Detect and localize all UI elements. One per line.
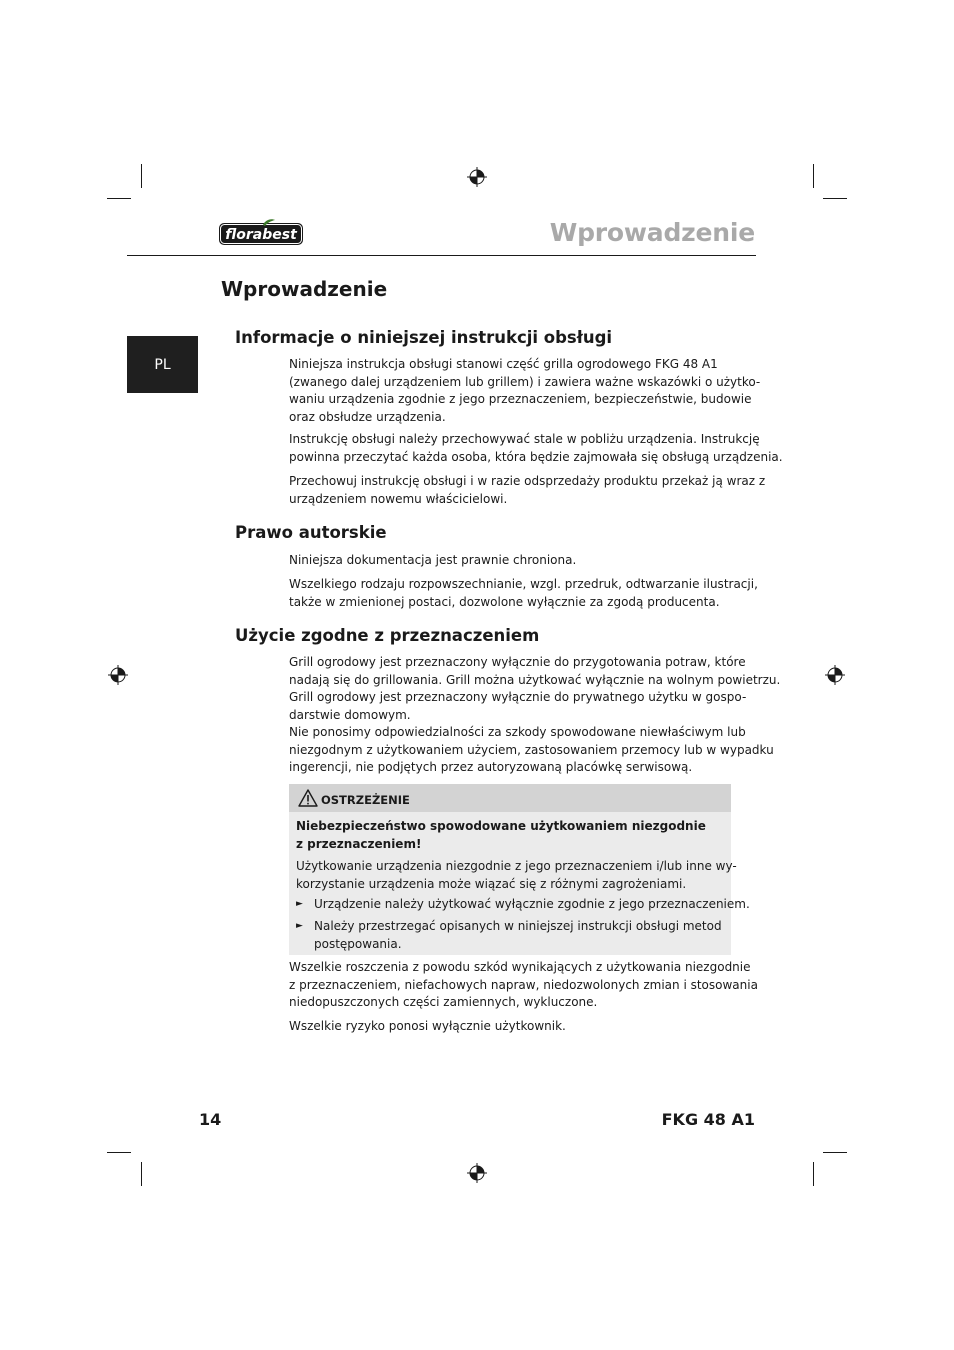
paragraph: Wszelkiego rodzaju rozpowszechnianie, wzgl. przedruk, odtwarzanie ilustracji, także w zmienionej postaci, dozwolone wyłącznie za zgodą producenta. [289, 577, 758, 609]
section-heading-copyright: Prawo autorskie [235, 523, 387, 542]
paragraph: Wszelkie ryzyko ponosi wyłącznie użytkownik. [289, 1019, 566, 1033]
paragraph: Grill ogrodowy jest przeznaczony wyłącznie do przygotowania potraw, które nadają się do grillowania. Grill można użytkować wyłącznie na wolnym powietrzu. Grill ogrodowy jest przeznaczony wyłącznie do prywatnego użytku w gospo- darstwie domowym. Nie ponosimy odpowiedzialności za szkody spowodowane niewłaściwym lub niezgodnym z użytkowaniem użyciem, zastosowaniem przemocy lub w wypadku ingerencji, nie podjętych przez autoryzowaną placówkę serwisową. [289, 655, 781, 774]
page-number: 14 [199, 1110, 222, 1129]
warning-header [289, 784, 731, 812]
header-title: Wprowadzenie [549, 218, 755, 247]
paragraph: Instrukcję obsługi należy przechowywać stale w pobliżu urządzenia. Instrukcję powinna przeczytać każda osoba, która będzie zajmowała się obsługą urządzenia. [289, 432, 783, 464]
warning-triangle-icon [298, 789, 318, 807]
crop-mark [141, 1162, 142, 1186]
crop-mark [813, 164, 814, 188]
crop-mark [823, 198, 847, 199]
bullet-arrow-icon: ► [296, 899, 303, 909]
paragraph: Przechowuj instrukcję obsługi i w razie odsprzedaży produktu przekaż ją wraz z urządzeniem nowemu właścicielowi. [289, 474, 766, 506]
crop-mark [141, 164, 142, 188]
crop-mark [823, 1152, 847, 1153]
paragraph: Wszelkie roszczenia z powodu szkód wynikających z użytkowania niezgodnie z przeznaczeniem, niefachowych napraw, niedozwolonych zmian i stosowania niedopuszczonych części zamiennych, wykluczone. [289, 960, 758, 1009]
registration-mark-icon [825, 665, 845, 685]
language-tab: PL [127, 336, 198, 393]
warning-text: Użytkowanie urządzenia niezgodnie z jego przeznaczeniem i/lub inne wy- korzystanie urządzenia może wiązać się z różnymi zagrożeniami. [296, 859, 737, 891]
registration-mark-icon [108, 665, 128, 685]
svg-text:florabest: florabest [225, 227, 297, 243]
florabest-logo [219, 219, 303, 245]
warning-title: Niebezpieczeństwo spowodowane użytkowaniem niezgodnie z przeznaczeniem! [296, 819, 706, 851]
warning-label: OSTRZEŻENIE [321, 793, 410, 807]
paragraph: Niniejsza dokumentacja jest prawnie chroniona. [289, 553, 577, 567]
registration-mark-icon [467, 1163, 487, 1183]
crop-mark [107, 198, 131, 199]
bullet-arrow-icon: ► [296, 921, 303, 931]
registration-mark-icon [467, 167, 487, 187]
crop-mark [107, 1152, 131, 1153]
section-heading-intended-use: Użycie zgodne z przeznaczeniem [235, 626, 540, 645]
warning-box: OSTRZEŻENIE Niebezpieczeństwo spowodowane użytkowaniem niezgodnie z przeznaczeniem! Użytkowanie urządzenia niezgodnie z jego przeznaczeniem i/lub inne wy- korzystanie urządzenia może wiązać się z różnymi zagrożeniami. ► Urządzenie należy użytkować wyłącznie zgodnie z jego przeznaczeniem. ► Należy przestrzegać opisanych w niniejszej instrukcji obsługi metod postępowania. [289, 784, 731, 955]
crop-mark [813, 1162, 814, 1186]
paragraph: Niniejsza instrukcja obsługi stanowi część grilla ogrodowego FKG 48 A1 (zwanego dalej urządzeniem lub grillem) i zawiera ważne wskazówki o użytko- waniu urządzenia zgodnie z jego przeznaczeniem, bezpieczeństwie, budowie oraz obsłudze urządzenia. [289, 357, 761, 424]
model-number: FKG 48 A1 [661, 1110, 755, 1129]
header-divider [127, 255, 756, 256]
page-title: Wprowadzenie [221, 277, 388, 301]
section-heading-info: Informacje o niniejszej instrukcji obsługi [235, 328, 613, 347]
